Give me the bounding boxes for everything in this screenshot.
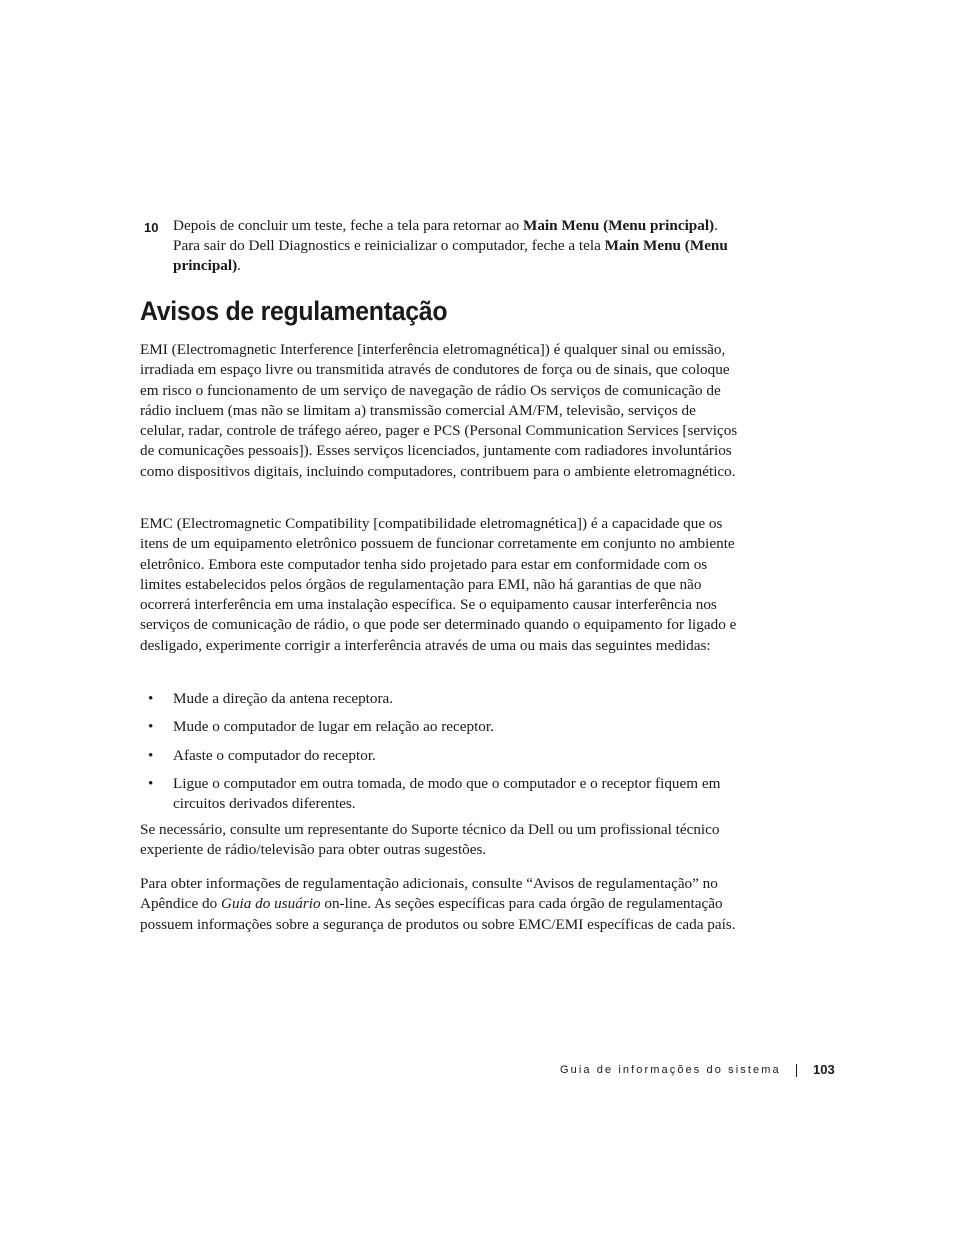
list-item-text: Afaste o computador do receptor.	[173, 746, 376, 764]
bullet-icon: •	[148, 718, 154, 736]
bullet-icon: •	[148, 690, 154, 707]
step-text-after: .	[237, 257, 241, 274]
emc-paragraph: EMC (Electromagnetic Compatibility [compatibilidade eletromagnética]) é a capacidade que os itens de um equipamento eletrônico possuem de funcionar corretamente em conjunto no ambiente eletrônico. Embora este computador tenha sido projetado para estar em conformidade com os limites estabelecidos pelos órgãos de regulamentação para EMI, não há garantias de que não ocorrerá interferência em uma instalação específica. Se o equipamento causar interferência nos serviços de comunicação de rádio, o que pode ser determinado quando o equipamento for ligado e desligado, experimente corrigir a interferência através de uma ou mais das seguintes medidas:	[140, 515, 737, 654]
page-footer	[560, 1062, 840, 1080]
main-menu-label-2: Main Menu (Menu principal)	[173, 237, 728, 274]
step-item	[140, 216, 740, 276]
list-item	[140, 689, 740, 709]
section-title: Avisos de regulamentação	[140, 296, 448, 326]
main-menu-label: Main Menu (Menu principal)	[523, 217, 715, 234]
step-text-middle: . Para sair do Dell Diagnostics e reinicializar o computador, feche a tela	[173, 217, 718, 254]
step-text-before: Depois de concluir um teste, feche a tela para retornar ao	[173, 217, 523, 234]
footer-divider	[796, 1064, 797, 1077]
regulatory-info-paragraph	[140, 874, 740, 935]
support-paragraph: Se necessário, consulte um representante do Suporte técnico da Dell ou um profissional técnico experiente de rádio/televisão para obter outras sugestões.	[140, 821, 720, 859]
list-item-text: Mude o computador de lugar em relação ao receptor.	[173, 718, 494, 736]
emi-paragraph: EMI (Electromagnetic Interference [interferência eletromagnética]) é qualquer sinal ou emissão, irradiada em espaço livre ou transmitida através de condutores de força ou de sinais, que coloque em risco o funcionamento de um serviço de navegação de rádio Os serviços de comunicação de rádio incluem (mas não se limitam a) transmissão comercial AM/FM, televisão, serviços de celular, radar, controle de tráfego aéreo, pager e PCS (Personal Communication Services [serviços de comunicações pessoais]). Esses serviços licenciados, juntamente com radiadores involuntários como dispositivos digitais, incluindo computadores, contribuem para o ambiente eletromagnético.	[140, 341, 738, 480]
list-item-text: Mude a direção da antena receptora.	[173, 690, 394, 707]
footer-title: Guia de informações do sistema	[560, 1064, 781, 1076]
bullet-icon: •	[148, 746, 154, 764]
step-text	[173, 216, 740, 276]
list-item-text: Ligue o computador em outra tomada, de modo que o computador e o receptor fiquem em circuitos derivados diferentes.	[173, 774, 721, 813]
step-number: 10	[144, 220, 159, 235]
list-item	[140, 774, 740, 815]
list-item	[140, 717, 740, 737]
p4-text-after: on-line. As seções específicas para cada órgão de regulamentação possuem informações sobre a segurança de produtos ou sobre EMC/EMI específicas de cada país.	[140, 895, 736, 933]
page-number: 103	[813, 1062, 835, 1077]
list-item	[140, 746, 740, 766]
p4-text-before: Para obter informações de regulamentação adicionais, consulte “Avisos de regulamentação” no Apêndice do	[140, 875, 718, 913]
bullet-icon: •	[148, 774, 154, 792]
user-guide-title: Guia do usuário	[220, 895, 321, 913]
measures-list	[140, 689, 740, 822]
